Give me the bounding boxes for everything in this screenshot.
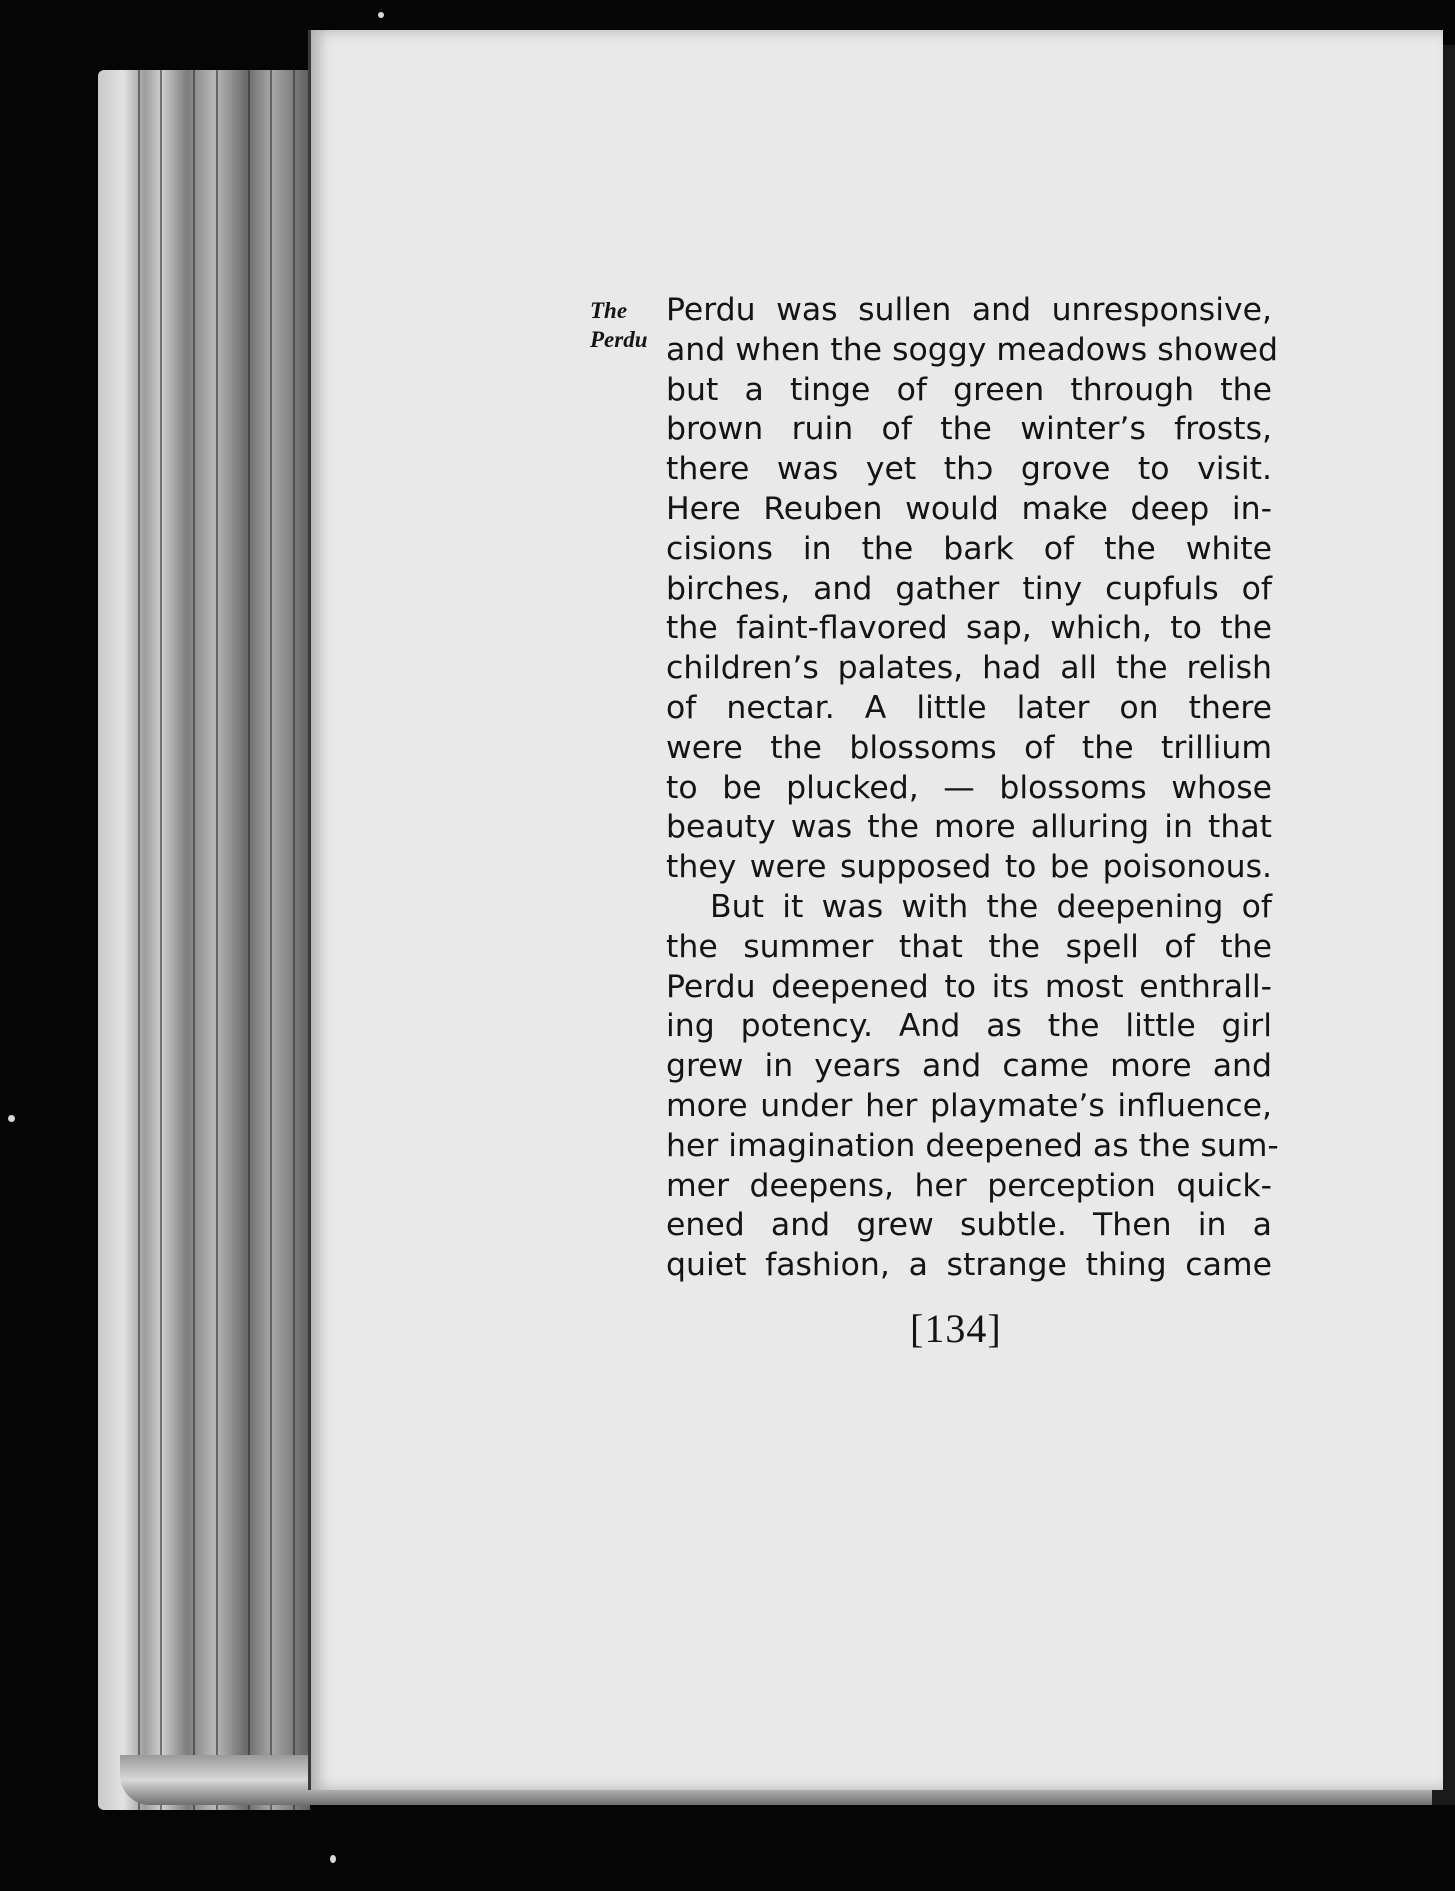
text-line: ing potency. And as the little girl (666, 1008, 1272, 1045)
text-line: mer deepens, her perception quick- (666, 1167, 1272, 1204)
text-line: the summer that the spell of the (666, 928, 1272, 965)
text-line: Perdu deepened to its most enthrall- (666, 968, 1272, 1005)
scan-speck (378, 12, 384, 18)
text-line: but a tinge of green through the (666, 371, 1272, 408)
text-line: of nectar. A little later on there (666, 689, 1272, 726)
text-line: brown ruin of the winter’s frosts, (666, 411, 1272, 448)
running-side-note (590, 296, 648, 354)
text-line: ened and grew subtle. Then in a (666, 1207, 1272, 1244)
text-line: Here Reuben would make deep in- (666, 490, 1272, 527)
text-line: to be plucked, — blossoms whose (666, 769, 1272, 806)
text-line: Perdu was sullen and unresponsive, (666, 292, 1272, 328)
text-line: the faint-flavored sap, which, to the (666, 610, 1272, 647)
text-line: and when the soggy meadows showed (666, 331, 1279, 368)
text-line: were the blossoms of the trillium (666, 729, 1272, 766)
text-line: quiet fashion, a strange thing came (666, 1247, 1272, 1284)
text-line: her imagination deepened as the sum- (666, 1127, 1279, 1164)
page-edge-stack (98, 70, 310, 1810)
text-line: beauty was the more alluring in that (666, 809, 1272, 846)
text-line: there was yet thɔ grove to visit. (666, 451, 1272, 488)
text-line: grew in years and came more and (666, 1048, 1272, 1085)
body-text (666, 291, 1279, 1286)
text-line: they were supposed to be poisonous. (666, 849, 1272, 886)
text-line: cisions in the bark of the white (666, 530, 1272, 567)
text-line: more under her playmate’s influence, (666, 1087, 1272, 1124)
side-note-line: Perdu (590, 327, 648, 352)
page-number: [134] (910, 1306, 1002, 1351)
scan-speck (8, 1115, 15, 1122)
scan-speck (330, 1855, 336, 1863)
side-note-line: The (590, 298, 628, 323)
text-line: birches, and gather tiny cupfuls of (666, 570, 1272, 607)
text-line: But it was with the deepening of (710, 888, 1272, 925)
text-line: children’s palates, had all the relish (666, 650, 1272, 687)
